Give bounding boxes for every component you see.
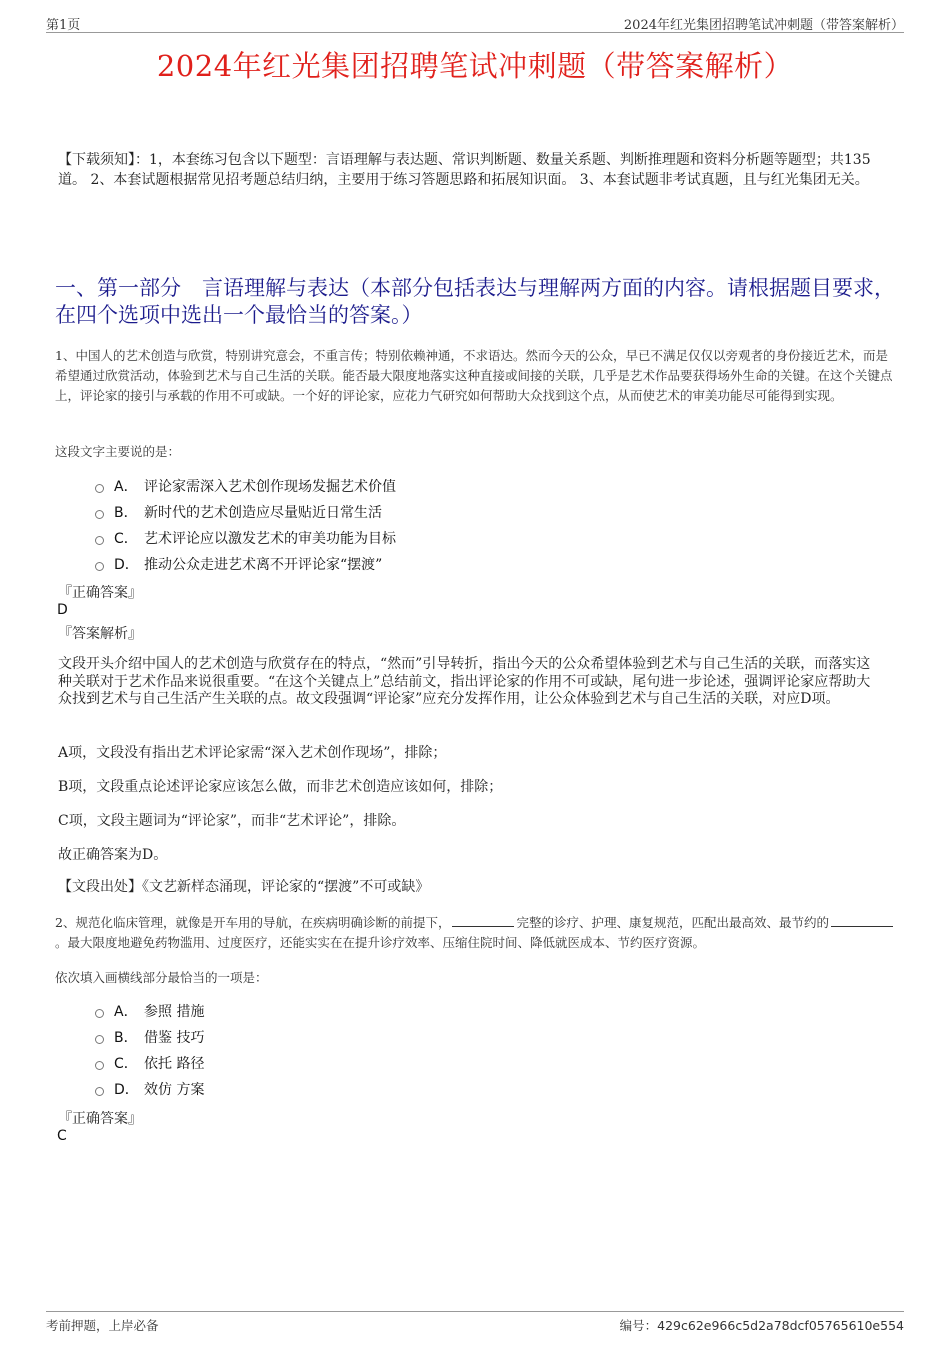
footer-code: 编号：429c62e966c5d2a78dcf05765610e554 (619, 1318, 904, 1333)
option-text: 效仿 方案 (144, 1082, 205, 1098)
download-notice: 【下载须知】：1，本套练习包含以下题型：言语理解与表达题、常识判断题、数量关系题、判断推理题和资料分析题等题型；共135道。 2、本套试题根据常见招考题总结归纳，主要用于练习答题思路和拓展知识面。 3、本套试题非考试真题，且与红光集团无关。 (58, 152, 871, 188)
analysis-option-a: A项，文段没有指出艺术评论家需“深入艺术创作现场”，排除； (58, 745, 447, 761)
analysis-option-b: B项，文段重点论述评论家应该怎么做，而非艺术创造应该如何，排除； (58, 779, 503, 795)
correct-answer: D (57, 602, 68, 618)
page-footer (46, 1311, 904, 1332)
footer-slogan: 考前押题，上岸必备 (46, 1318, 159, 1333)
section-title: 一、第一部分 言语理解与表达（本部分包括表达与理解两方面的内容。请根据题目要求，在四个选项中选出一个最恰当的答案。） (55, 276, 895, 327)
option-a[interactable]: A． 评论家需深入艺术创作现场发掘艺术价值 (95, 473, 396, 499)
option-c[interactable]: C． 依托 路径 (95, 1050, 204, 1076)
header-doc-title: 2024年红光集团招聘笔试冲刺题（带答案解析） (623, 18, 904, 33)
option-b[interactable]: B． 借鉴 技巧 (95, 1024, 204, 1050)
radio-icon[interactable] (95, 1061, 104, 1070)
question-1-stem: 1、中国人的艺术创造与欣赏，特别讲究意会，不重言传；特别依赖神通，不求语达。然而今天的公众，早已不满足仅仅以旁观者的身份接近艺术，而是希望通过欣赏活动，体验到艺术与自己生活的关联。能否最大限度地落实这种直接或间接的关联，几乎是艺术作品要获得场外生命的关键。在这个关键点上，评论家的接引与承载的作用不可或缺。一个好的评论家，应花力气研究如何帮助大众找到这个点，从而使艺术的审美功能尽可能得到实现。 (55, 348, 893, 403)
radio-icon[interactable] (95, 510, 104, 519)
option-text: 新时代的艺术创造应尽量贴近日常生活 (144, 505, 382, 521)
option-text: 借鉴 技巧 (144, 1030, 205, 1046)
radio-icon[interactable] (95, 1087, 104, 1096)
option-d[interactable]: D． 推动公众走进艺术离不开评论家“摆渡” (95, 551, 396, 577)
document-title: 2024年红光集团招聘笔试冲刺题（带答案解析） (156, 49, 794, 83)
radio-icon[interactable] (95, 484, 104, 493)
analysis-conclusion: 故正确答案为D。 (58, 847, 168, 863)
correct-answer: C (57, 1128, 67, 1144)
option-c[interactable]: C． 艺术评论应以激发艺术的审美功能为目标 (95, 525, 396, 551)
analysis-label: 『答案解析』 (58, 626, 142, 642)
option-text: 依托 路径 (144, 1056, 205, 1072)
radio-icon[interactable] (95, 562, 104, 571)
option-text: 评论家需深入艺术创作现场发掘艺术价值 (144, 479, 396, 495)
question-2-prompt: 依次填入画横线部分最恰当的一项是： (55, 970, 268, 985)
blank-2[interactable] (831, 914, 893, 927)
source-citation: 【文段出处】《文艺新样态涌现，评论家的“摆渡”不可或缺》 (58, 879, 430, 895)
option-text: 推动公众走进艺术离不开评论家“摆渡” (144, 557, 383, 573)
blank-1[interactable] (452, 914, 514, 927)
page-number: 第1页 (46, 18, 81, 33)
option-text: 参照 措施 (144, 1004, 205, 1020)
question-1-options (95, 473, 396, 577)
question-2-stem: 2、规范化临床管理，就像是开车用的导航，在疾病明确诊断的前提下， 完整的诊疗、护理、康复规范，匹配出最高效、最节约的。最大限度地避免药物滥用、过度医疗，还能实实在在提升诊疗效率、压缩住院时间、降低就医成本、节约医疗资源。 (55, 913, 895, 953)
radio-icon[interactable] (95, 1035, 104, 1044)
option-b[interactable]: B． 新时代的艺术创造应尽量贴近日常生活 (95, 499, 396, 525)
answer-label: 『正确答案』 (58, 585, 142, 601)
radio-icon[interactable] (95, 536, 104, 545)
answer-label: 『正确答案』 (58, 1111, 142, 1127)
option-d[interactable]: D． 效仿 方案 (95, 1076, 204, 1102)
option-text: 艺术评论应以激发艺术的审美功能为目标 (144, 531, 396, 547)
option-a[interactable]: A． 参照 措施 (95, 998, 204, 1024)
question-1-prompt: 这段文字主要说的是： (55, 444, 181, 459)
analysis-option-c: C项，文段主题词为“评论家”，而非“艺术评论”，排除。 (58, 813, 406, 829)
page-header (46, 14, 904, 33)
radio-icon[interactable] (95, 1009, 104, 1018)
analysis-paragraph: 文段开头介绍中国人的艺术创造与欣赏存在的特点，“然而”引导转折，指出今天的公众希望体验到艺术与自己生活的关联，而落实这种关联对于艺术作品来说很重要。“在这个关键点上”总结前文，指出评论家的作用不可或缺，尾句进一步论述，强调评论家应帮助大众找到艺术与自己生活产生关联的点。故文段强调“评论家”应充分发挥作用，让公众体验到艺术与自己生活的关联，对应D项。 (58, 656, 871, 707)
question-2-options (95, 998, 204, 1102)
